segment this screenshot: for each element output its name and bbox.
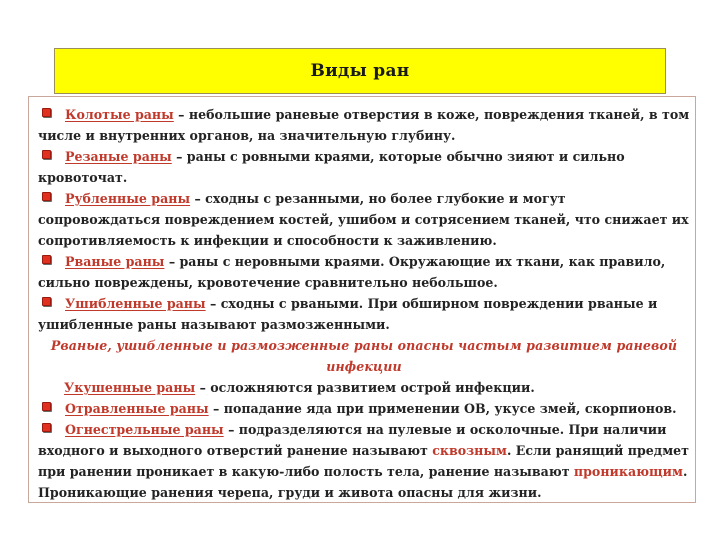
bullet-icon (42, 192, 51, 201)
desc-bruised: – сходны с рваными. При обширном повреждении рваные и ушибленные раны называют размозженными. (38, 296, 658, 332)
desc-bitten: – осложняются развитием острой инфекции. (195, 380, 535, 395)
wound-types-list (38, 104, 690, 503)
bullet-icon (42, 402, 51, 411)
term-incised: Резаные раны (65, 149, 172, 164)
list-item-incised (38, 146, 690, 188)
title-banner (54, 48, 666, 94)
term-bitten: Укушенные раны (64, 380, 196, 395)
bullet-icon (42, 150, 51, 159)
desc-poisoned: – попадание яда при применении ОВ, укусе змей, скорпионов. (208, 401, 677, 416)
term-stab: Колотые раны (65, 107, 174, 122)
term-through-wound: сквозным (432, 443, 507, 458)
list-item-gunshot (38, 419, 690, 503)
list-item-lacerated (38, 251, 690, 293)
bullet-icon (42, 297, 51, 306)
desc-gunshot: – подразделяются на пулевые и осколочные. При наличии входного и выходного отверстий ранение называют (38, 422, 667, 458)
list-item-bitten (38, 377, 690, 398)
term-chopped: Рубленные раны (65, 191, 191, 206)
desc-gunshot-mid: . Если ранящий предмет при ранении проникает в какую-либо полость тела, ранение называют (38, 443, 689, 479)
desc-stab: – небольшие раневые отверстия в коже, повреждения тканей, в том числе и внутренних органов, на значительную глубину. (38, 107, 690, 143)
term-poisoned: Отравленные раны (65, 401, 209, 416)
term-gunshot: Огнестрельные раны (65, 422, 224, 437)
term-penetrating-wound: проникающим (573, 464, 683, 479)
list-item-poisoned (38, 398, 690, 419)
desc-lacerated: – раны с неровными краями. Окружающие их ткани, как правило, сильно повреждены, кровотечение сравнительно небольшое. (38, 254, 666, 290)
page-title: Виды ран (310, 61, 410, 81)
bullet-icon (42, 108, 51, 117)
desc-chopped: – сходны с резанными, но более глубокие и могут сопровождаться повреждением костей, ушибом и сотрясением тканей, что снижает их сопротивляемость к инфекции и способности к заживлению. (38, 191, 689, 248)
term-lacerated: Рваные раны (65, 254, 165, 269)
list-item-stab (38, 104, 690, 146)
bullet-icon (42, 255, 51, 264)
list-item-bruised (38, 293, 690, 335)
term-bruised: Ушибленные раны (65, 296, 206, 311)
desc-gunshot-end: . Проникающие ранения черепа, груди и живота опасны для жизни. (38, 464, 688, 500)
bullet-icon (42, 423, 51, 432)
list-item-chopped (38, 188, 690, 251)
desc-incised: – раны с ровными краями, которые обычно зияют и сильно кровоточат. (38, 149, 625, 185)
infection-warning: Рваные, ушибленные и размозженные раны опасны частым развитием раневой инфекции (50, 338, 678, 374)
